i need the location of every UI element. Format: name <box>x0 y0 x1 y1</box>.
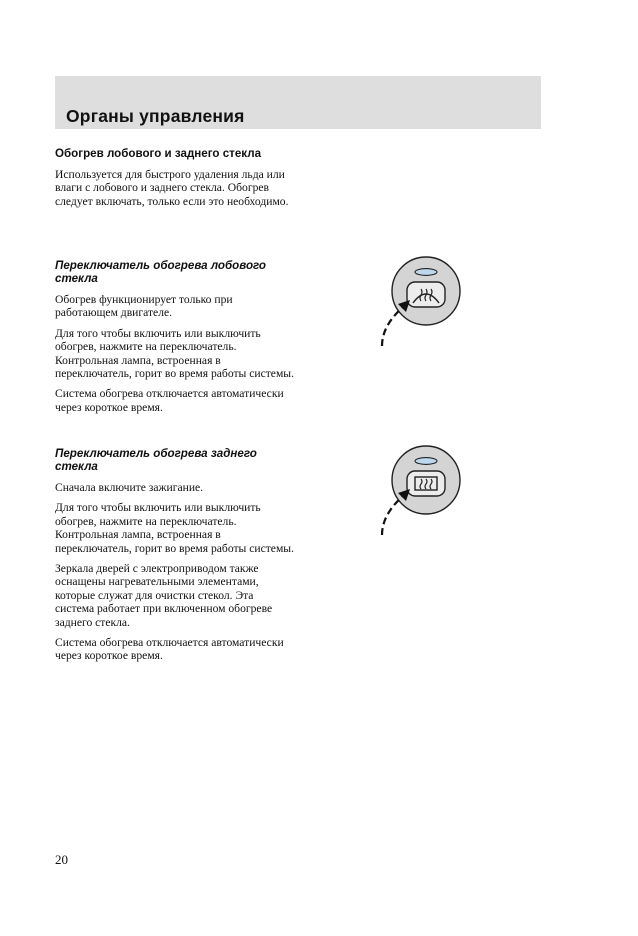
section-rear-defrost-switch <box>55 447 295 663</box>
paragraph: Обогрев функционирует только при работающем двигателе. <box>55 293 233 320</box>
section-heading: Обогрев лобового и заднего стекла <box>55 147 262 160</box>
paragraph: Система обогрева отключается автоматически через короткое время. <box>55 636 284 663</box>
paragraph: Сначала включите зажигание. <box>55 481 204 494</box>
page-number: 20 <box>55 852 68 867</box>
front-defrost-icon <box>407 282 445 307</box>
front-defrost-switch-illustration <box>376 256 466 348</box>
indicator-lamp <box>415 458 437 465</box>
rear-defrost-icon <box>407 471 445 496</box>
section-heading: Переключатель обогрева лобового стекла <box>55 259 267 285</box>
paragraph: Зеркала дверей с электроприводом также оснащены нагревательными элементами, которые служат для очистки стекол. Эта система работает при включенном обогреве заднего стекла. <box>55 562 273 629</box>
paragraph: Используется для быстрого удаления льда или влаги с лобового и заднего стекла. Обогрев следует включать, только если это необходимо. <box>55 168 289 208</box>
section-header-band <box>55 76 541 129</box>
paragraph: Для того чтобы включить или выключить обогрев, нажмите на переключатель. Контрольная лампа, встроенная в переключатель, горит во время работы системы. <box>55 326 294 381</box>
indicator-lamp <box>415 269 437 276</box>
paragraph: Система обогрева отключается автоматически через короткое время. <box>55 387 284 414</box>
rear-defrost-switch-illustration <box>376 445 466 537</box>
section-front-defrost-switch <box>55 259 295 414</box>
page-title: Органы управления <box>66 106 245 126</box>
paragraph: Для того чтобы включить или выключить обогрев, нажмите на переключатель. Контрольная лампа, встроенная в переключатель, горит во время работы системы. <box>55 501 294 555</box>
section-heading: Переключатель обогрева заднего стекла <box>55 447 257 473</box>
section-defrost-overview <box>55 147 295 208</box>
